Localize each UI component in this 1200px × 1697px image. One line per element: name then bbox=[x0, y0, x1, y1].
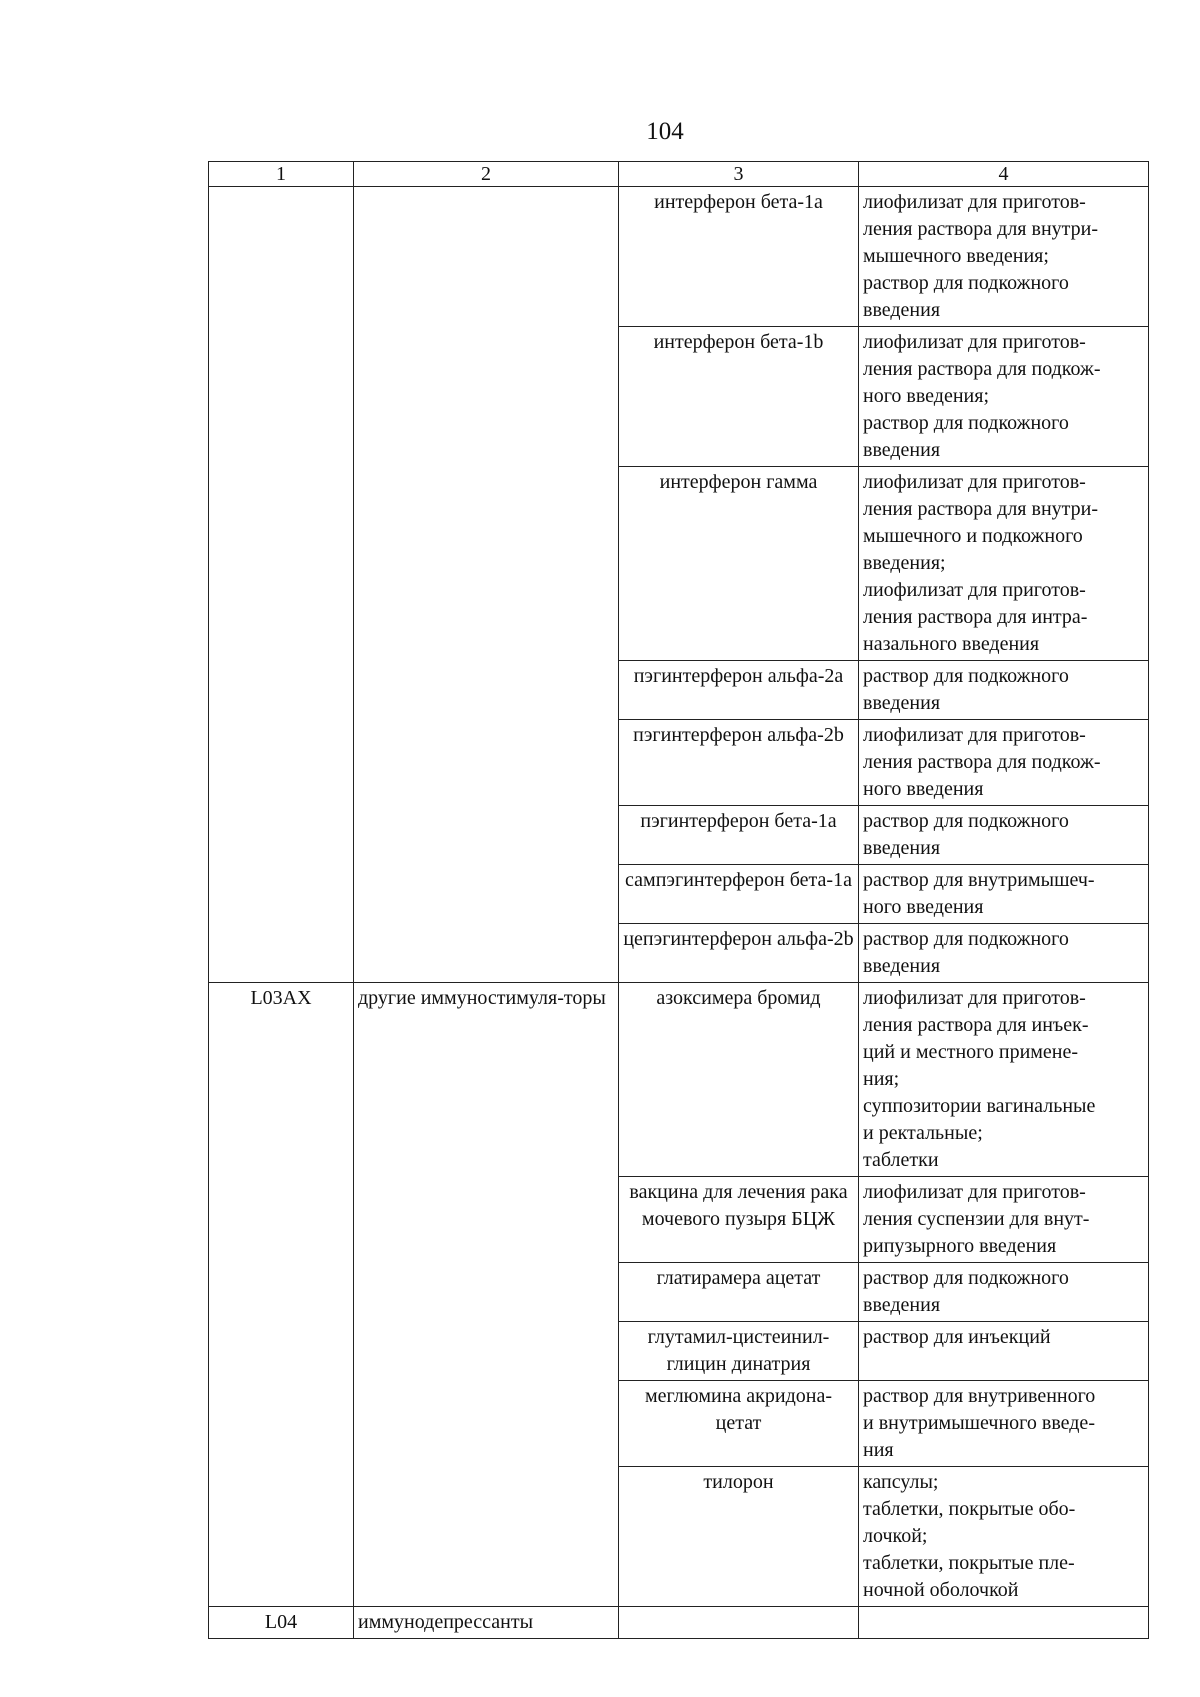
dosage-form-line: рипузырного введения bbox=[863, 1235, 1057, 1257]
drug-name-cell: вакцина для лечения рака мочевого пузыря БЦЖ bbox=[619, 1177, 859, 1263]
table-row bbox=[209, 187, 1149, 327]
dosage-form-line: лиофилизат для приготов- bbox=[863, 1181, 1086, 1203]
drug-name-cell: глутамил-цистеинил-глицин динатрия bbox=[619, 1322, 859, 1381]
dosage-form-line: введения bbox=[863, 955, 941, 977]
drug-table bbox=[208, 161, 1149, 1639]
drug-name-cell: азоксимера бромид bbox=[619, 983, 859, 1177]
dosage-form-line: раствор для подкожного bbox=[863, 665, 1069, 687]
drug-name-cell: глатирамера ацетат bbox=[619, 1263, 859, 1322]
dosage-form-line: ления раствора для инъек- bbox=[863, 1014, 1089, 1036]
dosage-forms-cell bbox=[859, 661, 1149, 720]
dosage-form-line: ления раствора для подкож- bbox=[863, 358, 1101, 380]
dosage-forms-cell bbox=[859, 1177, 1149, 1263]
group-name-cell: иммунодепрессанты bbox=[354, 1607, 619, 1639]
dosage-form-line: и внутримышечного введе- bbox=[863, 1412, 1095, 1434]
dosage-forms-cell bbox=[859, 1263, 1149, 1322]
dosage-form-line: ления суспензии для внут- bbox=[863, 1208, 1090, 1230]
dosage-form-line: ния; bbox=[863, 1068, 900, 1090]
dosage-forms-cell bbox=[859, 865, 1149, 924]
dosage-forms-cell bbox=[859, 1381, 1149, 1467]
dosage-form-line: ного введения bbox=[863, 896, 984, 918]
drug-name-cell: пэгинтерферон альфа-2a bbox=[619, 661, 859, 720]
table-row bbox=[209, 983, 1149, 1177]
dosage-form-line: раствор для внутримышеч- bbox=[863, 869, 1095, 891]
dosage-form-line: введения; bbox=[863, 552, 946, 574]
drug-name-cell: интерферон гамма bbox=[619, 467, 859, 661]
drug-name-cell: пэгинтерферон бета-1a bbox=[619, 806, 859, 865]
dosage-form-line: и ректальные; bbox=[863, 1122, 983, 1144]
dosage-forms-cell bbox=[859, 924, 1149, 983]
dosage-form-line: раствор для подкожного bbox=[863, 810, 1069, 832]
dosage-form-line: мышечного и подкожного bbox=[863, 525, 1083, 547]
dosage-form-line: ления раствора для внутри- bbox=[863, 498, 1098, 520]
table-row bbox=[209, 1607, 1149, 1639]
dosage-form-line: лиофилизат для приготов- bbox=[863, 987, 1086, 1009]
dosage-form-line: мышечного введения; bbox=[863, 245, 1049, 267]
dosage-forms-cell bbox=[859, 983, 1149, 1177]
dosage-form-line: лиофилизат для приготов- bbox=[863, 191, 1086, 213]
dosage-form-line: таблетки, покрытые пле- bbox=[863, 1552, 1075, 1574]
dosage-form-line: таблетки bbox=[863, 1149, 939, 1171]
drug-name-cell: сампэгинтерферон бета-1a bbox=[619, 865, 859, 924]
dosage-forms-cell bbox=[859, 1467, 1149, 1607]
dosage-form-line: лиофилизат для приготов- bbox=[863, 331, 1086, 353]
page-number: 104 bbox=[646, 118, 684, 145]
dosage-forms-cell bbox=[859, 1607, 1149, 1639]
dosage-form-line: лиофилизат для приготов- bbox=[863, 579, 1086, 601]
column-number-1: 1 bbox=[209, 162, 354, 187]
dosage-form-line: введения bbox=[863, 1294, 941, 1316]
column-number-row bbox=[209, 162, 1149, 187]
drug-name-cell: цепэгинтерферон альфа-2b bbox=[619, 924, 859, 983]
dosage-form-line: лиофилизат для приготов- bbox=[863, 724, 1086, 746]
dosage-form-line: ций и местного примене- bbox=[863, 1041, 1079, 1063]
column-number-2: 2 bbox=[354, 162, 619, 187]
dosage-form-line: введения bbox=[863, 439, 941, 461]
dosage-form-line: лиофилизат для приготов- bbox=[863, 471, 1086, 493]
dosage-form-line: введения bbox=[863, 837, 941, 859]
drug-name-cell: интерферон бета-1b bbox=[619, 327, 859, 467]
dosage-forms-cell bbox=[859, 806, 1149, 865]
dosage-form-line: раствор для инъекций bbox=[863, 1326, 1051, 1348]
dosage-forms-cell bbox=[859, 720, 1149, 806]
dosage-form-line: раствор для подкожного bbox=[863, 412, 1069, 434]
dosage-form-line: раствор для подкожного bbox=[863, 928, 1069, 950]
dosage-forms-cell bbox=[859, 187, 1149, 327]
drug-name-cell: меглюмина акридона-цетат bbox=[619, 1381, 859, 1467]
dosage-form-line: ления раствора для подкож- bbox=[863, 751, 1101, 773]
dosage-form-line: введения bbox=[863, 299, 941, 321]
dosage-form-line: ночной оболочкой bbox=[863, 1579, 1019, 1601]
group-name-cell: другие иммуностимуля-торы bbox=[354, 983, 619, 1607]
dosage-form-line: ного введения bbox=[863, 778, 984, 800]
dosage-form-line: ления раствора для интра- bbox=[863, 606, 1088, 628]
dosage-form-line: введения bbox=[863, 692, 941, 714]
dosage-form-line: раствор для подкожного bbox=[863, 1267, 1069, 1289]
dosage-forms-cell bbox=[859, 327, 1149, 467]
atc-code-cell: L03AX bbox=[209, 983, 354, 1607]
group-name-cell bbox=[354, 187, 619, 983]
dosage-form-line: капсулы; bbox=[863, 1471, 939, 1493]
dosage-form-line: ления раствора для внутри- bbox=[863, 218, 1098, 240]
dosage-form-line: ного введения; bbox=[863, 385, 990, 407]
dosage-forms-cell bbox=[859, 1322, 1149, 1381]
drug-name-cell: тилорон bbox=[619, 1467, 859, 1607]
dosage-forms-cell bbox=[859, 467, 1149, 661]
dosage-form-line: раствор для подкожного bbox=[863, 272, 1069, 294]
column-number-4: 4 bbox=[859, 162, 1149, 187]
atc-code-cell bbox=[209, 187, 354, 983]
dosage-form-line: назального введения bbox=[863, 633, 1040, 655]
drug-name-cell: пэгинтерферон альфа-2b bbox=[619, 720, 859, 806]
dosage-form-line: таблетки, покрытые обо- bbox=[863, 1498, 1076, 1520]
dosage-form-line: лочкой; bbox=[863, 1525, 928, 1547]
drug-name-cell: интерферон бета-1a bbox=[619, 187, 859, 327]
dosage-form-line: суппозитории вагинальные bbox=[863, 1095, 1096, 1117]
column-number-3: 3 bbox=[619, 162, 859, 187]
dosage-form-line: раствор для внутривенного bbox=[863, 1385, 1096, 1407]
atc-code-cell: L04 bbox=[209, 1607, 354, 1639]
drug-name-cell bbox=[619, 1607, 859, 1639]
dosage-form-line: ния bbox=[863, 1439, 894, 1461]
